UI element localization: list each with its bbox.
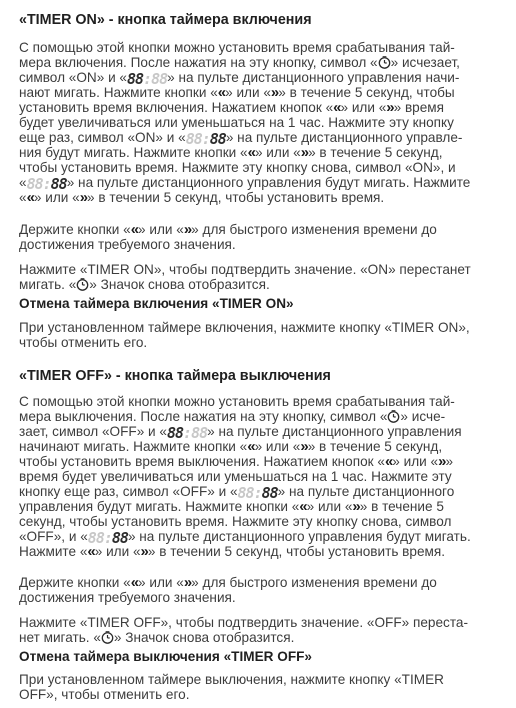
text-line: время будет увеличиваться или уменьшаться на 1 час. Нажмите эту <box>19 469 452 484</box>
text-line: ««» или «»» в течении 5 секунд, чтобы установить время. <box>19 189 385 206</box>
timer-clock-icon <box>378 56 391 69</box>
lcd-digits-icon: 88:88 <box>127 70 168 88</box>
double-arrow-right-icon: » <box>183 221 192 238</box>
text-line: начинают мигать. Нажмите кнопки ««» или «»» в течение 5 секунд, <box>19 438 443 455</box>
text-line: С помощью этой кнопки можно установить время срабатывания тай- <box>19 40 455 55</box>
double-arrow-left-icon: « <box>87 543 95 560</box>
double-arrow-right-icon: » <box>183 574 192 591</box>
text-line: секунд, чтобы установить время. Нажмите эту кнопку снова, символ <box>19 514 452 529</box>
text-line: зает, символ «OFF» и «88:88» на пульте дистанционного управления <box>19 424 462 442</box>
double-arrow-right-icon: » <box>79 189 88 206</box>
text-line: мигать. « » Значок снова отобразится. <box>19 277 270 292</box>
double-arrow-left-icon: « <box>384 453 393 470</box>
text-line: нет мигать. « » Значок снова отобразится. <box>19 630 295 645</box>
lcd-digits-icon: 88:88 <box>87 529 128 547</box>
text-line: OFF», чтобы отменить его. <box>19 687 190 702</box>
text-line: мера выключения. После нажатия на эту кнопку, символ « » исче- <box>19 409 446 424</box>
double-arrow-right-icon: » <box>386 99 394 116</box>
text-line: Нажмите «TIMER ON», чтобы подтвердить значение. «ON» перестанет <box>19 262 471 277</box>
text-line: еще раз, символ «ON» и «88:88» на пульте дистанционного управле- <box>19 130 463 148</box>
text-line: установить время включения. Нажатием кнопок ««» или «»» время <box>19 99 445 116</box>
double-arrow-left-icon: « <box>26 189 34 206</box>
double-arrow-left-icon: « <box>130 221 139 238</box>
timer-on-heading: «TIMER ON» - кнопка таймера включения <box>19 12 312 28</box>
lcd-digits-icon: 88:88 <box>166 424 208 442</box>
timer-off-cancel-heading: Отмена таймера выключения «TIMER OFF» <box>19 649 312 664</box>
double-arrow-left-icon: « <box>130 574 139 591</box>
timer-clock-icon <box>101 631 114 644</box>
double-arrow-left-icon: « <box>333 99 341 116</box>
text-line: С помощью этой кнопки можно установить время срабатывания тай- <box>19 394 455 409</box>
lcd-digits-icon: 88:88 <box>26 175 67 193</box>
text-line: «OFF», и «88:88» на пульте дистанционного управления будут мигать. <box>19 529 471 547</box>
text-line: мера включения. После нажатия на эту кнопку, символ « » исчезает, <box>19 55 460 70</box>
double-arrow-right-icon: » <box>140 543 148 560</box>
text-line: ния будут мигать. Нажмите кнопки ««» или «»» в течение 5 секунд, <box>19 144 443 161</box>
timer-off-heading: «TIMER OFF» - кнопка таймера выключения <box>19 368 331 384</box>
text-line: нают мигать. Нажмите кнопки ««» или «»» в течение 5 секунд, чтобы <box>19 84 455 101</box>
text-line: «88:88» на пульте дистанционного управления будут мигать. Нажмите <box>19 175 471 193</box>
text-line: Держите кнопки ««» или «»» для быстрого изменения времени до <box>19 574 437 591</box>
lcd-digits-icon: 88:88 <box>237 484 278 502</box>
double-arrow-left-icon: « <box>299 498 307 515</box>
text-line: управления будут мигать. Нажмите кнопки ««» или «»» в течение 5 <box>19 498 444 515</box>
text-line: При установленном таймере включения, нажмите кнопку «TIMER ON», <box>19 320 470 335</box>
text-line: будет увеличиваться или уменьшаться на 1 час. Нажмите эту кнопку <box>19 115 454 130</box>
timer-clock-icon <box>387 410 400 423</box>
double-arrow-right-icon: » <box>300 438 308 455</box>
double-arrow-left-icon: « <box>247 438 255 455</box>
timer-on-cancel-heading: Отмена таймера включения «TIMER ON» <box>19 296 294 311</box>
text-line: При установленном таймере выключения, нажмите кнопку «TIMER <box>19 672 444 687</box>
text-line: чтобы установить время. Нажмите эту кнопку снова, символ «ON», и <box>19 160 456 175</box>
text-line: достижения требуемого значения. <box>19 237 236 252</box>
text-line: Нажмите «TIMER OFF», чтобы подтвердить значение. «OFF» переста- <box>19 615 468 630</box>
text-line: Держите кнопки ««» или «»» для быстрого изменения времени до <box>19 221 437 238</box>
double-arrow-right-icon: » <box>438 453 446 470</box>
text-line: чтобы отменить его. <box>19 335 148 350</box>
double-arrow-right-icon: » <box>270 84 279 101</box>
text-line: символ «ON» и «88:88» на пульте дистанционного управления начи- <box>19 70 460 88</box>
double-arrow-left-icon: « <box>247 144 255 161</box>
double-arrow-right-icon: » <box>352 498 360 515</box>
lcd-digits-icon: 88:88 <box>185 130 226 148</box>
text-line: достижения требуемого значения. <box>19 590 236 605</box>
double-arrow-right-icon: » <box>300 144 309 161</box>
double-arrow-left-icon: « <box>217 84 226 101</box>
text-line: Нажмите ««» или «»» в течении 5 секунд, чтобы установить время. <box>19 543 446 560</box>
text-line: кнопку еще раз, символ «OFF» и «88:88» на пульте дистанционного <box>19 484 455 502</box>
text-line: чтобы установить время выключения. Нажатием кнопок ««» или «»» <box>19 453 453 470</box>
timer-clock-icon <box>76 278 89 291</box>
